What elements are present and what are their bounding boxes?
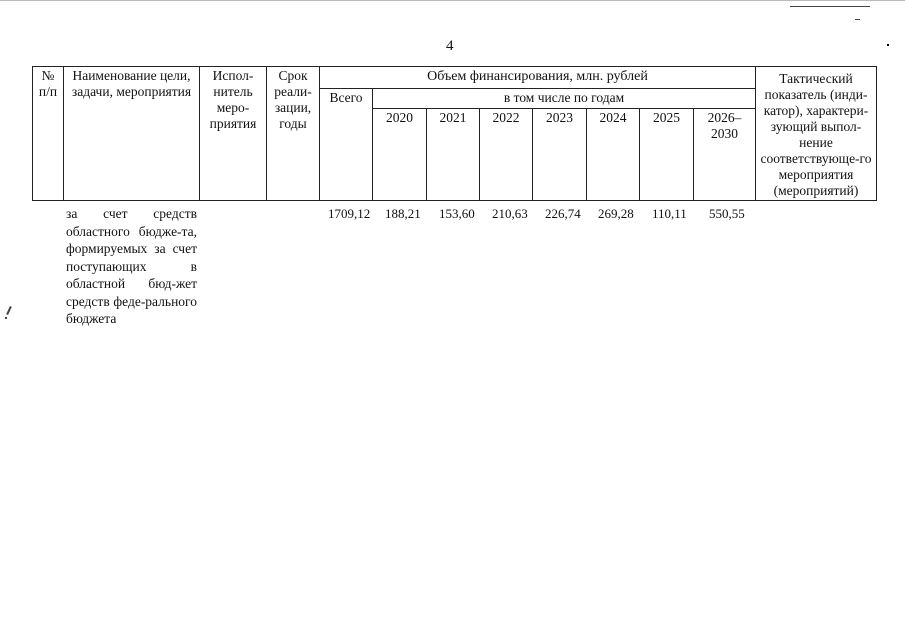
value-2024: 269,28: [598, 206, 634, 221]
scan-mark: [6, 306, 12, 315]
year-2022: 2022: [480, 109, 533, 201]
year-2026-2030: 2026– 2030: [694, 109, 756, 201]
header-by-years: в том числе по годам: [373, 89, 756, 109]
value-total: 1709,12: [328, 206, 371, 221]
year-2025: 2025: [640, 109, 694, 201]
header-term: Срок реали- зации, годы: [267, 67, 320, 201]
scan-mark: [855, 19, 860, 20]
value-2020: 188,21: [385, 206, 421, 221]
scan-line: [0, 0, 905, 1]
year-2021: 2021: [427, 109, 480, 201]
header-name: Наименование цели, задачи, мероприятия: [64, 67, 200, 201]
page-number: 4: [446, 38, 454, 54]
value-2026-2030: 550,55: [709, 206, 745, 221]
value-2021: 153,60: [439, 206, 475, 221]
header-volume: Объем финансирования, млн. рублей: [320, 67, 756, 89]
scan-mark: [887, 44, 889, 46]
row-description: за счет средств областного бюдже-та, формируемых за счет поступающих в областной бюд-жет средств феде-рального бюджета: [66, 206, 197, 326]
header-num: № п/п: [33, 67, 64, 201]
header-total: Всего: [320, 89, 373, 201]
financing-table: [32, 66, 877, 201]
header-indicator: Тактический показатель (инди-катор), характери-зующий выпол-нение соответствующе-го мероприятия (мероприятий): [756, 67, 877, 201]
value-2022: 210,63: [492, 206, 528, 221]
header-executor: Испол- нитель меро- приятия: [200, 67, 267, 201]
value-2023: 226,74: [545, 206, 581, 221]
year-2024: 2024: [587, 109, 640, 201]
scan-mark: [790, 6, 870, 7]
year-2020: 2020: [373, 109, 427, 201]
value-2025: 110,11: [652, 206, 687, 221]
scan-mark: [5, 317, 7, 319]
year-2023: 2023: [533, 109, 587, 201]
